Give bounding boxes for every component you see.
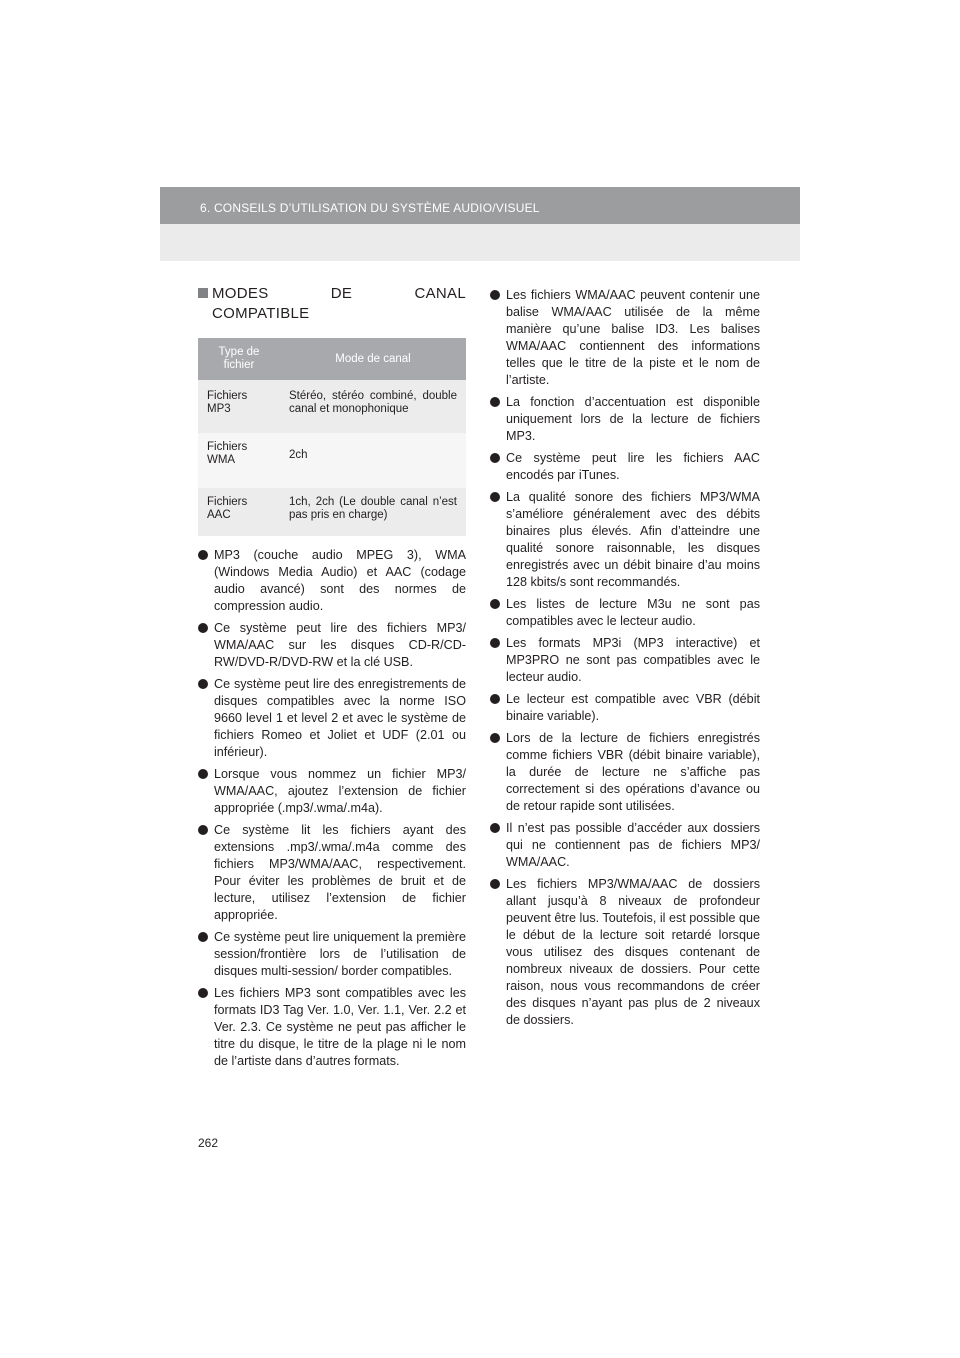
right-bullet-list: [490, 287, 760, 1029]
list-item: La fonction d’accentuation est disponible uniquement lors de la lecture de fichiers MP3.: [490, 394, 760, 445]
bullet-dot-icon: [490, 879, 500, 889]
page-number: 262: [198, 1136, 219, 1150]
bullet-dot-icon: [198, 679, 208, 689]
table-cell: 1ch, 2ch (Le double canal n’est pas pris en charge): [280, 488, 466, 536]
list-item: MP3 (couche audio MPEG 3), WMA (Windows Media Audio) et AAC (codage audio avancé) sont des normes de compression audio.: [198, 547, 466, 615]
table-header-cell: Mode de canal: [280, 338, 466, 380]
table-cell: Fichiers MP3: [198, 380, 280, 433]
bullet-dot-icon: [490, 638, 500, 648]
table-row: [198, 488, 466, 536]
list-item: Ce système peut lire des enregistrements de disques compatibles avec la norme ISO 9660 level 1 et level 2 et avec le système de fichiers Romeo et Joliet et UDF (2.01 ou inférieur).: [198, 676, 466, 761]
list-item: Les fichiers WMA/AAC peuvent contenir une balise WMA/AAC utilisée de la même manière qu’une balise ID3. Les balises WMA/AAC contiennent des informations telles que le titre de la piste et le nom de l’artiste.: [490, 287, 760, 389]
bullet-dot-icon: [490, 733, 500, 743]
section-heading: [198, 284, 466, 324]
list-item: Il n’est pas possible d’accéder aux dossiers qui ne contiennent pas de fichiers MP3/ WMA/AAC.: [490, 820, 760, 871]
bullet-dot-icon: [198, 932, 208, 942]
table-header-row: [198, 338, 466, 380]
left-bullet-list: [198, 547, 466, 1070]
list-item: Les formats MP3i (MP3 interactive) et MP3PRO ne sont pas compatibles avec le lecteur audio.: [490, 635, 760, 686]
square-bullet-icon: [198, 288, 208, 298]
table-header-cell: Type de fichier: [198, 338, 280, 380]
right-column: [490, 287, 760, 1034]
table-cell: Fichiers AAC: [198, 488, 280, 536]
list-item: Le lecteur est compatible avec VBR (débit binaire variable).: [490, 691, 760, 725]
table-row: [198, 380, 466, 433]
table-cell: Fichiers WMA: [198, 433, 280, 488]
list-item: Lorsque vous nommez un fichier MP3/ WMA/AAC, ajoutez l’extension de fichier appropriée (.mp3/.wma/.m4a).: [198, 766, 466, 817]
bullet-dot-icon: [490, 453, 500, 463]
list-item: Les fichiers MP3/WMA/AAC de dossiers allant jusqu’à 8 niveaux de profondeur peuvent être lus. Toutefois, il est possible que le début de la lecture soit retardé lorsque vous utilisez des disques contenant de nombreux niveaux de dossiers. Pour cette raison, nous vous recommandons de créer des disques n’ayant pas plus de 2 niveaux de dossiers.: [490, 876, 760, 1029]
bullet-dot-icon: [490, 492, 500, 502]
left-column: [198, 284, 466, 1075]
list-item: La qualité sonore des fichiers MP3/WMA s’améliore généralement avec des débits binaires plus élevés. Afin d’atteindre une qualité sonore raisonnable, les disques enregistrés avec un débit binaire d’au moins 128 kbits/s sont recommandés.: [490, 489, 760, 591]
table-row: [198, 433, 466, 488]
bullet-dot-icon: [198, 769, 208, 779]
bullet-dot-icon: [490, 290, 500, 300]
table-cell: Stéréo, stéréo combiné, double canal et monophonique: [280, 380, 466, 433]
list-item: Ce système peut lire des fichiers MP3/ WMA/AAC sur les disques CD-R/CD-RW/DVD-R/DVD-RW et la clé USB.: [198, 620, 466, 671]
channel-mode-table: [198, 338, 466, 536]
section-title-line2: COMPATIBLE: [212, 305, 310, 322]
section-title-line1: MODES DE CANAL: [212, 285, 466, 302]
table-cell: 2ch: [280, 433, 466, 488]
list-item: Les listes de lecture M3u ne sont pas compatibles avec le lecteur audio.: [490, 596, 760, 630]
chapter-title: 6. CONSEILS D’UTILISATION DU SYSTÈME AUDIO/VISUEL: [200, 201, 540, 215]
list-item: Ce système lit les fichiers ayant des extensions .mp3/.wma/.m4a comme des fichiers MP3/WMA/AAC, respectivement. Pour éviter les problèmes de bruit et de lecture, utilisez l’extension de fichier appropriée.: [198, 822, 466, 924]
list-item: Ce système peut lire les fichiers AAC encodés par iTunes.: [490, 450, 760, 484]
bullet-dot-icon: [490, 694, 500, 704]
list-item: Les fichiers MP3 sont compatibles avec les formats ID3 Tag Ver. 1.0, Ver. 1.1, Ver. 2.2 et Ver. 2.3. Ce système ne peut pas afficher le titre du disque, le titre de la plage ni le nom de l’artiste dans d’autres formats.: [198, 985, 466, 1070]
bullet-dot-icon: [198, 623, 208, 633]
bullet-dot-icon: [198, 825, 208, 835]
bullet-dot-icon: [490, 397, 500, 407]
bullet-dot-icon: [490, 599, 500, 609]
list-item: Lors de la lecture de fichiers enregistrés comme fichiers VBR (débit binaire variable), la durée de lecture ne s’affiche pas correctement si des opérations d’avance ou de retour rapide sont utilisées.: [490, 730, 760, 815]
list-item: Ce système peut lire uniquement la première session/frontière lors de l’utilisation de disques multi-session/ border compatibles.: [198, 929, 466, 980]
bullet-dot-icon: [490, 823, 500, 833]
bullet-dot-icon: [198, 550, 208, 560]
bullet-dot-icon: [198, 988, 208, 998]
